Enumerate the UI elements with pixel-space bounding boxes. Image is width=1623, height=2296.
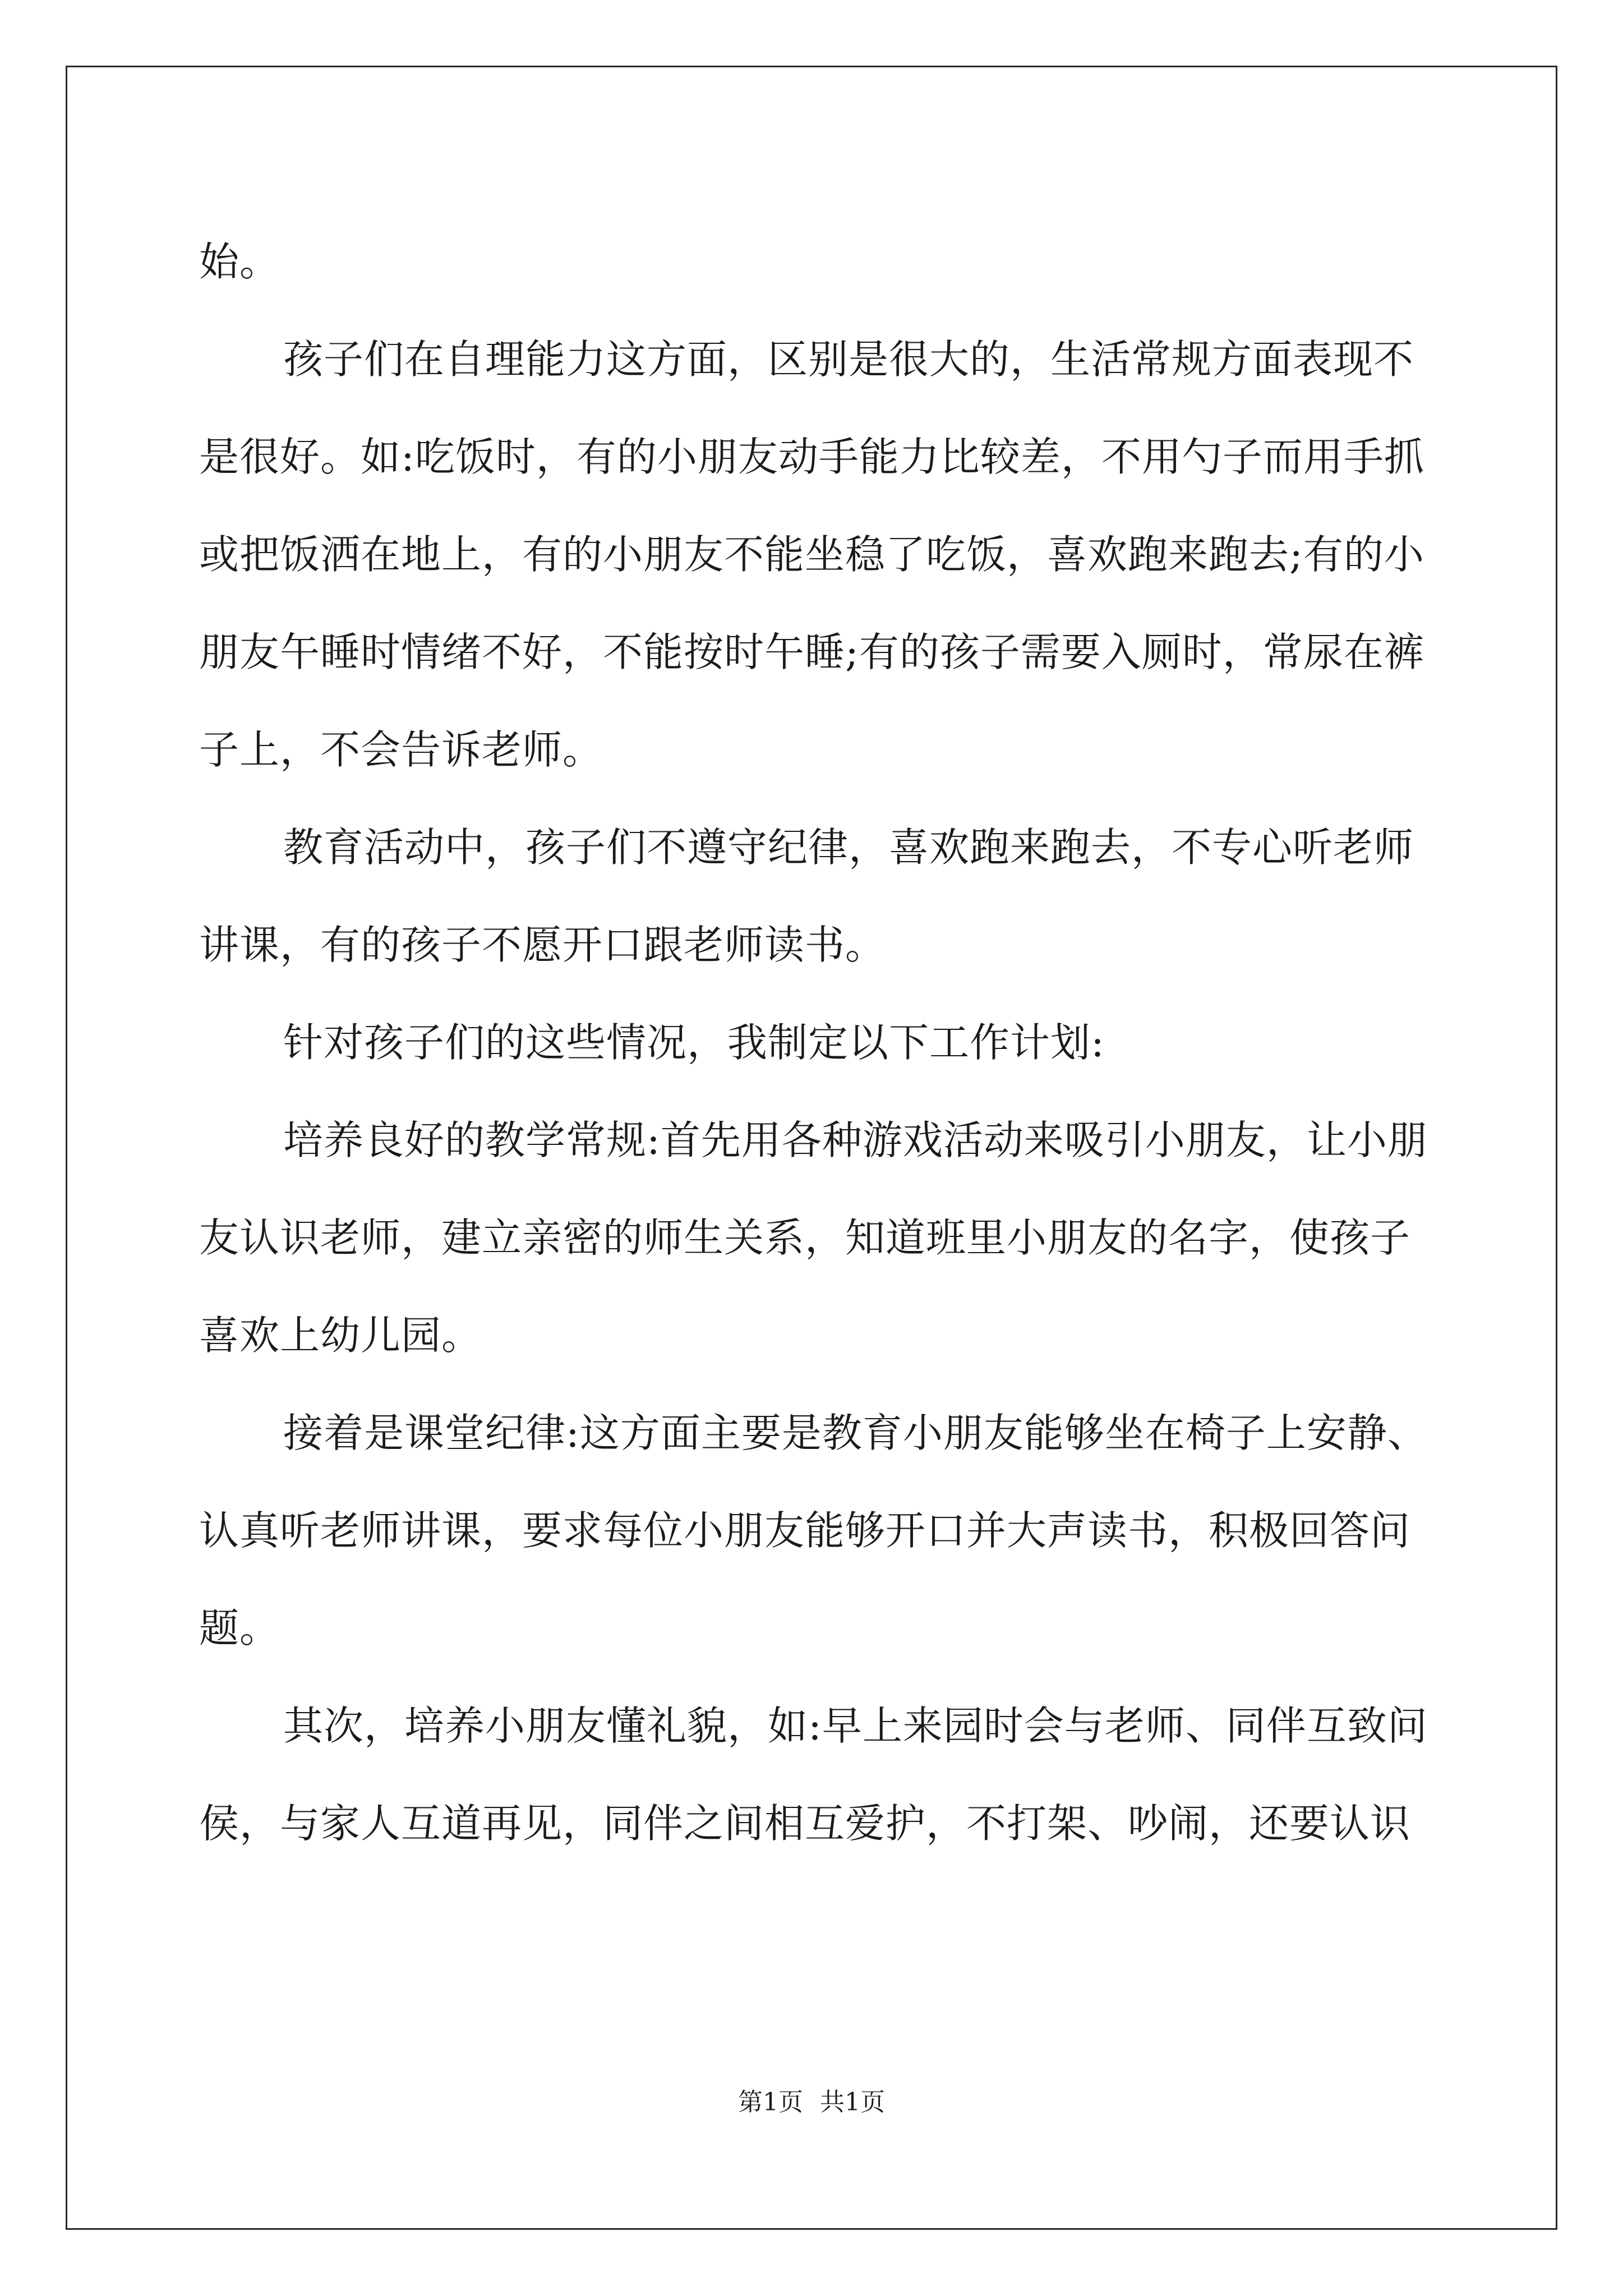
paragraph-start-line: 孩子们在自理能力这方面，区别是很大的，生活常规方面表现不 bbox=[283, 336, 1414, 383]
text-line: 认真听老师讲课，要求每位小朋友能够开口并大声读书，积极回答问 bbox=[199, 1507, 1411, 1554]
text-line: 题。 bbox=[199, 1605, 280, 1651]
paragraph-start-line: 培养良好的教学常规:首先用各种游戏活动来吸引小朋友，让小朋 bbox=[283, 1117, 1428, 1163]
page-total: 共1页 bbox=[820, 2088, 885, 2116]
page-footer bbox=[0, 2086, 1623, 2119]
text-line: 始。 bbox=[199, 238, 280, 285]
text-line: 朋友午睡时情绪不好，不能按时午睡;有的孩子需要入厕时，常尿在裤 bbox=[199, 629, 1424, 675]
text-line: 讲课，有的孩子不愿开口跟老师读书。 bbox=[199, 922, 886, 968]
text-line: 侯，与家人互道再见，同伴之间相互爱护，不打架、吵闹，还要认识 bbox=[199, 1800, 1411, 1847]
text-line: 喜欢上幼儿园。 bbox=[199, 1312, 482, 1359]
paragraph-start-line: 针对孩子们的这些情况，我制定以下工作计划: bbox=[283, 1019, 1105, 1066]
text-line: 是很好。如:吃饭时，有的小朋友动手能力比较差，不用勺子而用手抓 bbox=[199, 434, 1424, 480]
text-line: 或把饭洒在地上，有的小朋友不能坐稳了吃饭，喜欢跑来跑去;有的小 bbox=[199, 531, 1424, 578]
document-body bbox=[199, 213, 1433, 1872]
text-line: 友认识老师，建立亲密的师生关系，知道班里小朋友的名字，使孩子 bbox=[199, 1214, 1411, 1261]
text-line: 子上，不会告诉老师。 bbox=[199, 726, 603, 773]
page-number: 第1页 bbox=[738, 2088, 803, 2116]
paragraph-start-line: 其次，培养小朋友懂礼貌，如:早上来园时会与老师、同伴互致问 bbox=[283, 1703, 1428, 1749]
paragraph-start-line: 接着是课堂纪律:这方面主要是教育小朋友能够坐在椅子上安静、 bbox=[283, 1410, 1428, 1456]
paragraph-start-line: 教育活动中，孩子们不遵守纪律，喜欢跑来跑去，不专心听老师 bbox=[283, 824, 1414, 871]
